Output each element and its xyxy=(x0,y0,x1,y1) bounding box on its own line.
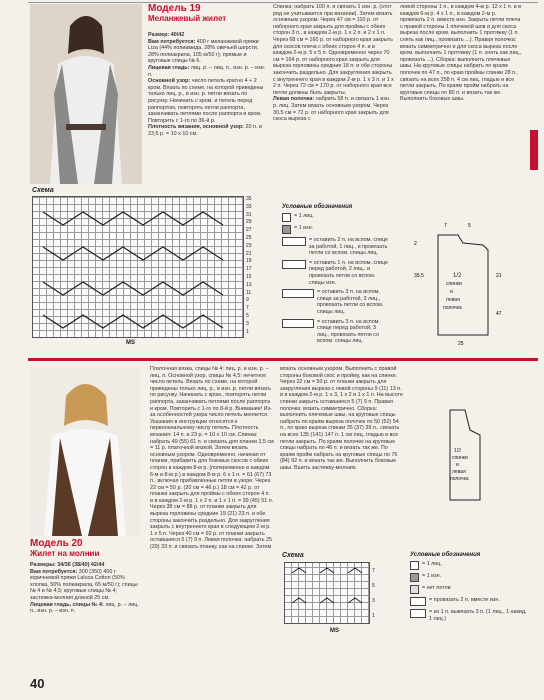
svg-text:левая: левая xyxy=(452,469,466,475)
model19-sewing-pattern xyxy=(408,215,518,350)
page-number: 40 xyxy=(30,676,45,691)
legend-20: Условные обозначения = 1 лиц. = 1 изн. = нет петли = провязать 2 п. вместе изн. = из 1 п. вывязать 3 п. (1 лиц., 1 накид, 1 лиц.) xyxy=(410,552,527,622)
chart2-row-numbers: 7 5 3 1 xyxy=(372,568,375,619)
model20-title: Модель 20 xyxy=(30,538,83,549)
side-tab xyxy=(530,130,538,170)
model20-face: лиц. р. – лиц. п., изн. р. – изн. п. xyxy=(30,601,139,615)
svg-text:5: 5 xyxy=(468,223,471,229)
model19-size: Размер: 40/42 xyxy=(148,32,185,38)
model20-col1 xyxy=(30,562,140,615)
svg-text:21: 21 xyxy=(496,273,502,279)
model19-face: лиц. р. – лиц. п., изн. р. – изн. п. xyxy=(148,64,266,78)
model19-pattern-head: Основной узор: xyxy=(148,78,191,85)
knitting-chart xyxy=(32,196,244,338)
model19-col1 xyxy=(148,32,266,138)
model19-left-head: Левая полочка: xyxy=(273,96,315,103)
model19-density: 20 п. и 23,5 р. = 10 х 10 см. xyxy=(148,124,262,137)
model20-subtitle: Жилет на молнии xyxy=(30,549,100,558)
model20-sewing-pattern xyxy=(420,400,520,520)
svg-text:47: 47 xyxy=(496,311,502,317)
model19-back-text: Спинка: набрать 100 п. и связать 1 изн. р. (этот ряд не учитывается при вязании). Затем вязать основным узором. Через 47 см = 110 р. от наборного края закрыть для проймы с обеих сторон 3 п., в каждом 2-м р. 1 х 2 п. и 2 х 1 п. Через 68 см = 160 р. от наборного края закрыть для скосов плеча с обеих сторон 4 п. и в каждом 2-м р. 5 х 5 п. Одновременно через 70 см = 164 р. от наборного края закрыть для выреза горловины средние 18 п. и обе стороны закончить раздельно. Для закругления закрыть с внутреннего края в каждом 2-м р. 1 х 3 п. и 1 х 2 п. Через 72 см = 170 р. от наборного края все петли должны быть закрыты. xyxy=(273,4,394,96)
chart-row-numbers: 35 33 31 29 27 25 23 21 19 17 15 13 11 9 7 5 3 1 xyxy=(246,196,252,335)
pattern-outline-19 xyxy=(408,215,518,350)
model20-sizes: Размеры: 34/36 (38/40) 42/44 xyxy=(30,562,105,568)
model19-col2 xyxy=(273,4,395,176)
svg-text:левая: левая xyxy=(446,297,460,303)
model20-materials: 300 (350) 400 г коричневой пряжи Laluca Cotton (50% хлопка, 50% полиакрила, 65 м/50 г); спицы № 4 и № 4,5; круговые спицы № 4; застежка-молния длиной 25 см. xyxy=(30,568,138,601)
svg-text:7: 7 xyxy=(444,223,447,229)
section-divider xyxy=(28,358,538,361)
svg-text:полочка: полочка xyxy=(450,476,469,482)
svg-text:1/2: 1/2 xyxy=(453,273,462,279)
svg-text:25: 25 xyxy=(458,341,464,347)
svg-text:1/2: 1/2 xyxy=(454,448,461,454)
svg-text:и: и xyxy=(456,462,459,468)
model20-materials-head: Вам потребуется: xyxy=(30,568,78,575)
model19-pattern: число петель кратно 4 + 2 кром. Вязать по схеме, на которой приведены только лиц. р., в изн. р. петли вязать по рисунку. Начинать с кром. и петель перед раппортом, повторять петли раппорта, заканчивать петлями после раппорта и кром. Повторить с 1-го по 36-й р. xyxy=(148,78,264,124)
model19-subtitle: Меланжевый жилет xyxy=(148,14,227,23)
top-rule xyxy=(28,2,538,3)
model19-photo xyxy=(30,4,142,184)
model20-face-head: Лицевая гладь, спицы № 4: xyxy=(30,601,104,608)
model19-density-head: Плотность вязания, основной узор: xyxy=(148,124,244,131)
cable-pattern-svg xyxy=(33,197,243,337)
svg-text:полочка: полочка xyxy=(443,305,462,311)
model20-photo xyxy=(30,366,140,536)
model20-col3 xyxy=(280,366,404,546)
model20-right-text: вязать основным узором. Выполнить с правой стороны боковой скос и пройму, как на спинке. Через 22 см = 50 р. от планки закрыть для закругления выреза с левой стороны 9 (11) 13 п. и в каждом 2-м р. 1 х 3, 1 х 2 и 1 х 1 п. На высоте спинки закрыть оставшиеся 5 (7) 9 п. Правая полочка: вязать симметрично. Сборка: выполнить плечевые швы, на круговые спицы набрать по краям выреза полочек по 50 (52) 54 п., по краю выреза спинки 35 (37) 39 п., связать на всех 135 (141) 147 п. 1 см лиц. гладью и все петли закрыть. По краям полочек на круговые спицы набрать по 46 п. и вязать так же. По краям пройм набрать на круговые спицы по 76 (84) 92 п. и вязать так же. Выполнить боковые швы. Вшить застежку-молнию. xyxy=(280,366,403,471)
model20-col2 xyxy=(150,366,274,666)
woman-photo-illustration-2 xyxy=(30,366,140,536)
scheme-label: Схема xyxy=(32,187,54,194)
svg-text:39,5: 39,5 xyxy=(414,273,424,279)
legend-19: Условные обозначения = 1 лиц. = 1 изн. = оставить 2 п. на вспом. спице за работой, 1 лиц., и провязать петли со вспом. спицы лиц. = оставить 1 п. на вспом. спице перед работой, 2 лиц., и провязать петли со вспом. спицы изн. = оставить 3 п. на вспом. спице за работой, 3 лиц., провязать петли со вспом. спицы лиц. = оставить 3 п. на вспом. спице перед работой, 3 лиц., провязать петли со вспом. спицы лиц. xyxy=(282,204,392,345)
model20-main-text: Платочная вязка, спицы № 4: лиц. р. и изн. р. – лиц. п. Основной узор, спицы № 4,5: нечетное число петель. Вязать по схеме, на которой приведены только лиц. р., в изн. р. петли вязать по рисунку. Начинать с кром., повторять петли раппорта, заканчивать петлями после раппорта и кром. Повторить с 1-го по 8-й р. Внимание! Из-за особенностей узора число петель меняется. Указания в инструкции относятся к первоначальному числу петель. Плотность вязания: 14 п. и 23 р. = 10 х 10 см. Спинка: набрать 49 (55) 61 п. и связать для планки 3,5 см = 11 р. платочной вязкой. Затем вязать основным узором. Одновременно, начиная от планки, прибавить для боковых скосов с обеих сторон в каждом 8-м р. (попеременно в каждом 6-м и 8-м р.) в каждом 8-м р. 6 х 1 п. = 61 (67) 73 п., включая прибавленные петли в узоре. Через 22 см = 50 р. (20 см = 46 р.) 18 см = 42 р. от планки закрыть для проймы с обеих сторон 4 п. и в каждом 2-м р. 1 х 2 п. и 1 х 1 п. = 39 (45) 51 п. Через 38 см = 88 р. от планки закрыть для выреза горловины средние 19 (21) 23 п. и обе стороны закончить раздельно. Для закругления закрыть с внутреннего края в следующем 2-м р. 1 х 5 п. Через 40 см = 92 р. от планки закрыть оставшиеся 5 (7) 9 п. Левая полочка: набрать 25 (29) 33 п. и связать планку, как на спинке. Затем xyxy=(150,366,274,551)
legend-title: Условные обозначения xyxy=(282,204,353,210)
model19-face-head: Лицевая гладь: xyxy=(148,64,190,71)
pattern-outline-20 xyxy=(420,400,520,520)
woman-photo-illustration xyxy=(30,4,142,184)
knitting-chart-2 xyxy=(284,562,370,624)
svg-text:спинки: спинки xyxy=(452,455,468,461)
chart-ms-label: MS xyxy=(126,340,135,346)
model19-materials-head: Вам потребуется: xyxy=(148,38,196,45)
model19-title: Модель 19 xyxy=(148,3,201,14)
svg-text:2: 2 xyxy=(414,241,417,247)
model19-right-text: левой стороны 1 п., в каждом 4-м р. 12 х 1 п. и в каждом 6-м р. 4 х 1 п., в каждом 2-м р. провязать 2 п. вместе изн. Закрыть петли плеча с правой стороны 1 плечевой шов и для скоса выреза после кром. выполнить 1 протяжку (1 п. снять как лиц., провязать ...). Правая полочка: вязать симметрично и для скоса выреза после кром. выполнить 1 протяжку (1 п. снять как лиц., провязать ...). Сборка: выполнить плечевые швы. На круговые спицы набрать по краям полочек по 47 п., по краю проймы спинки 28 п., связать на всех 258 п. 4 см лиц. гладью и все петли закрыть. По краям пройм набрать на круговые спицы по 80 п. и вязать так же. Выполнить боковые швы. xyxy=(400,4,522,103)
scheme2-label: Схема xyxy=(282,552,304,559)
model19-left-text: набрать 58 п. и связать 1 изн. р. лиц. Затем вязать основным узором. Через 30,5 см = 72 р. от наборного края закрыть для скоса выреза с xyxy=(273,96,391,123)
model20-header xyxy=(30,538,140,558)
chart2-ms-label: MS xyxy=(330,628,339,634)
model19-header xyxy=(148,3,266,23)
lace-pattern-svg xyxy=(285,563,369,623)
model19-materials: 400 г меланжевой пряжи Liza (44% полиамида, 28% овечьей шерсти, 28% полиакрила, 105 м/50 г); прямые и круговые спицы № 6. xyxy=(148,38,259,65)
svg-text:спинки: спинки xyxy=(446,281,462,287)
model19-col3 xyxy=(400,4,522,176)
svg-text:и: и xyxy=(450,289,453,295)
